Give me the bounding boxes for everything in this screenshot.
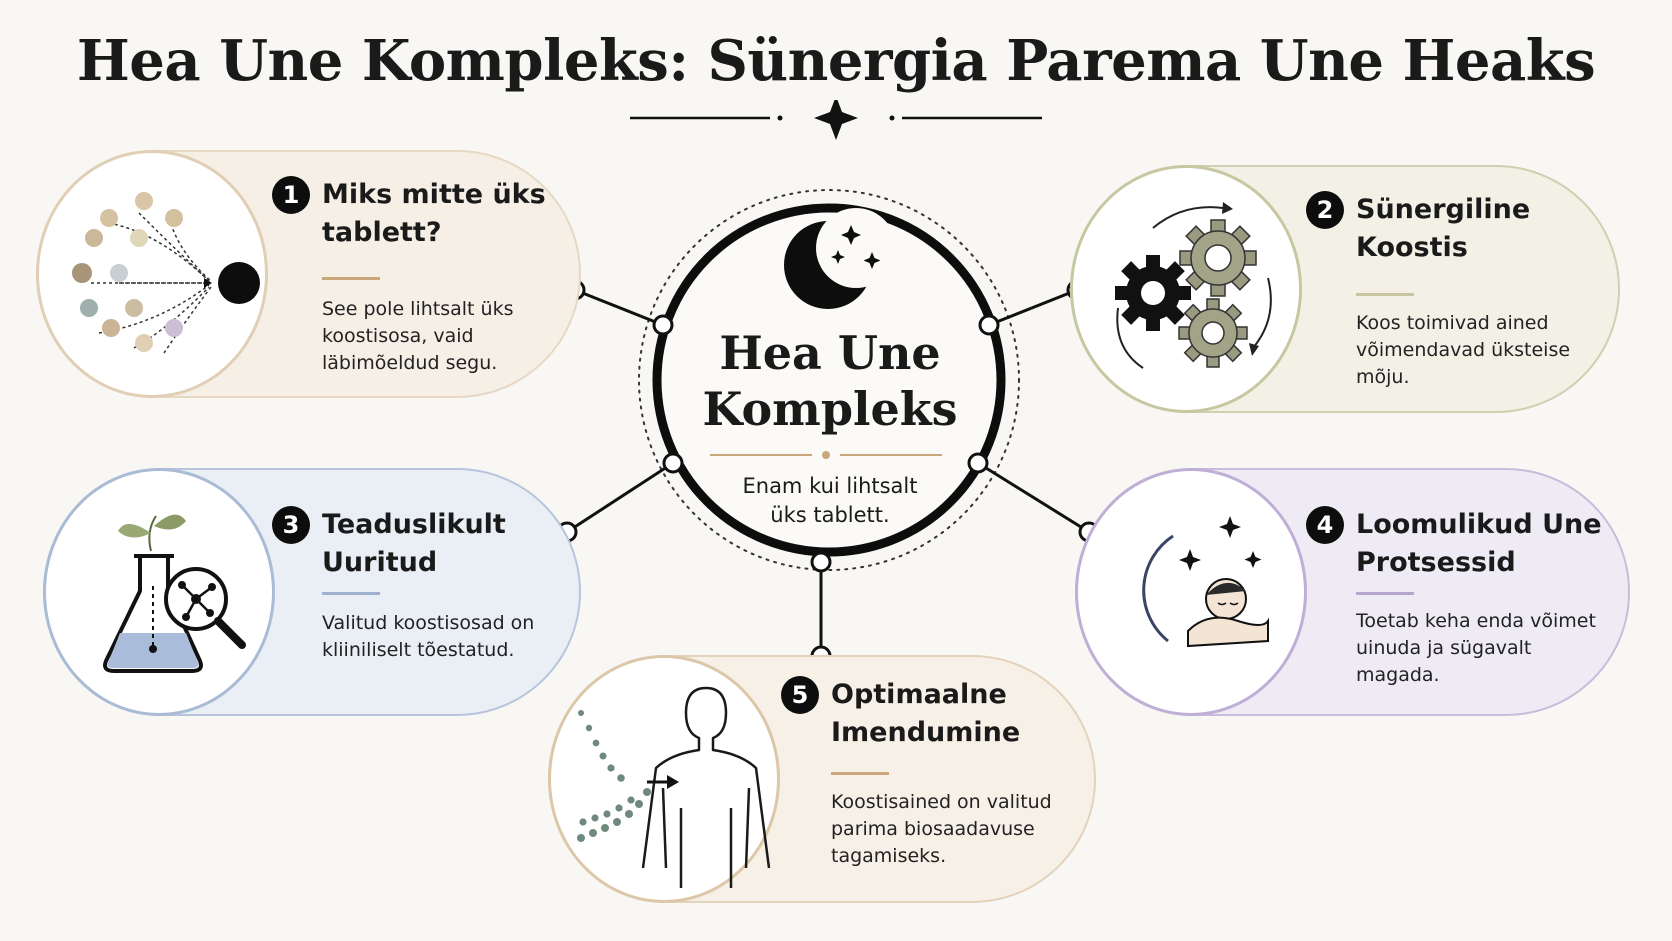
card-3-rule bbox=[322, 592, 380, 595]
card-5-number: 5 bbox=[781, 676, 819, 714]
flask-magnifier-icon bbox=[46, 471, 278, 719]
card-1-description: See pole lihtsalt üks koostisosa, vaid läbimõeldud segu. bbox=[322, 298, 514, 374]
card-3-header bbox=[272, 506, 562, 582]
card-1-icon-circle bbox=[36, 150, 268, 398]
card-3-description: Valitud koostisosad on kliiniliselt tõestatud. bbox=[322, 612, 535, 661]
card-5-rule bbox=[831, 772, 889, 775]
card-5-icon-circle bbox=[548, 655, 780, 903]
page-title: Hea Une Kompleks: Sünergia Parema Une Heaks bbox=[76, 28, 1596, 94]
ingredients-merge-icon bbox=[39, 153, 271, 401]
card-3-icon-circle bbox=[43, 468, 275, 716]
card-4-title: Loomulikud Une Protsessid bbox=[1356, 509, 1602, 578]
center-title: Hea Une Kompleks bbox=[702, 326, 958, 436]
center-subtitle: Enam kui lihtsalt üks tablett. bbox=[742, 474, 918, 527]
card-4-header bbox=[1306, 506, 1616, 582]
body-absorption-icon bbox=[551, 658, 783, 906]
sleeping-moon-icon bbox=[1078, 471, 1310, 719]
card-2-icon-circle bbox=[1070, 165, 1302, 413]
card-4-description: Toetab keha enda võimet uinuda ja sügavalt magada. bbox=[1356, 610, 1596, 686]
card-2-title: Sünergiline Koostis bbox=[1356, 194, 1531, 263]
card-1-title: Miks mitte üks tablett? bbox=[322, 179, 546, 248]
card-2-description: Koos toimivad ained võimendavad üksteise mõju. bbox=[1356, 312, 1571, 388]
card-4-icon-circle bbox=[1075, 468, 1307, 716]
card-1-number: 1 bbox=[272, 176, 310, 214]
card-2-number: 2 bbox=[1306, 191, 1344, 229]
card-3-number: 3 bbox=[272, 506, 310, 544]
card-1-rule bbox=[322, 277, 380, 280]
card-2-header bbox=[1306, 191, 1606, 267]
card-1-header bbox=[272, 176, 562, 252]
card-4-rule bbox=[1356, 592, 1414, 595]
gears-icon bbox=[1073, 168, 1305, 416]
card-4-number: 4 bbox=[1306, 506, 1344, 544]
card-5-description: Koostisained on valitud parima biosaadavuse tagamiseks. bbox=[831, 791, 1052, 867]
card-2-rule bbox=[1356, 293, 1414, 296]
card-3-title: Teaduslikult Uuritud bbox=[322, 509, 506, 578]
card-5-title: Optimaalne Imendumine bbox=[831, 679, 1021, 748]
card-5-header bbox=[781, 676, 1081, 752]
